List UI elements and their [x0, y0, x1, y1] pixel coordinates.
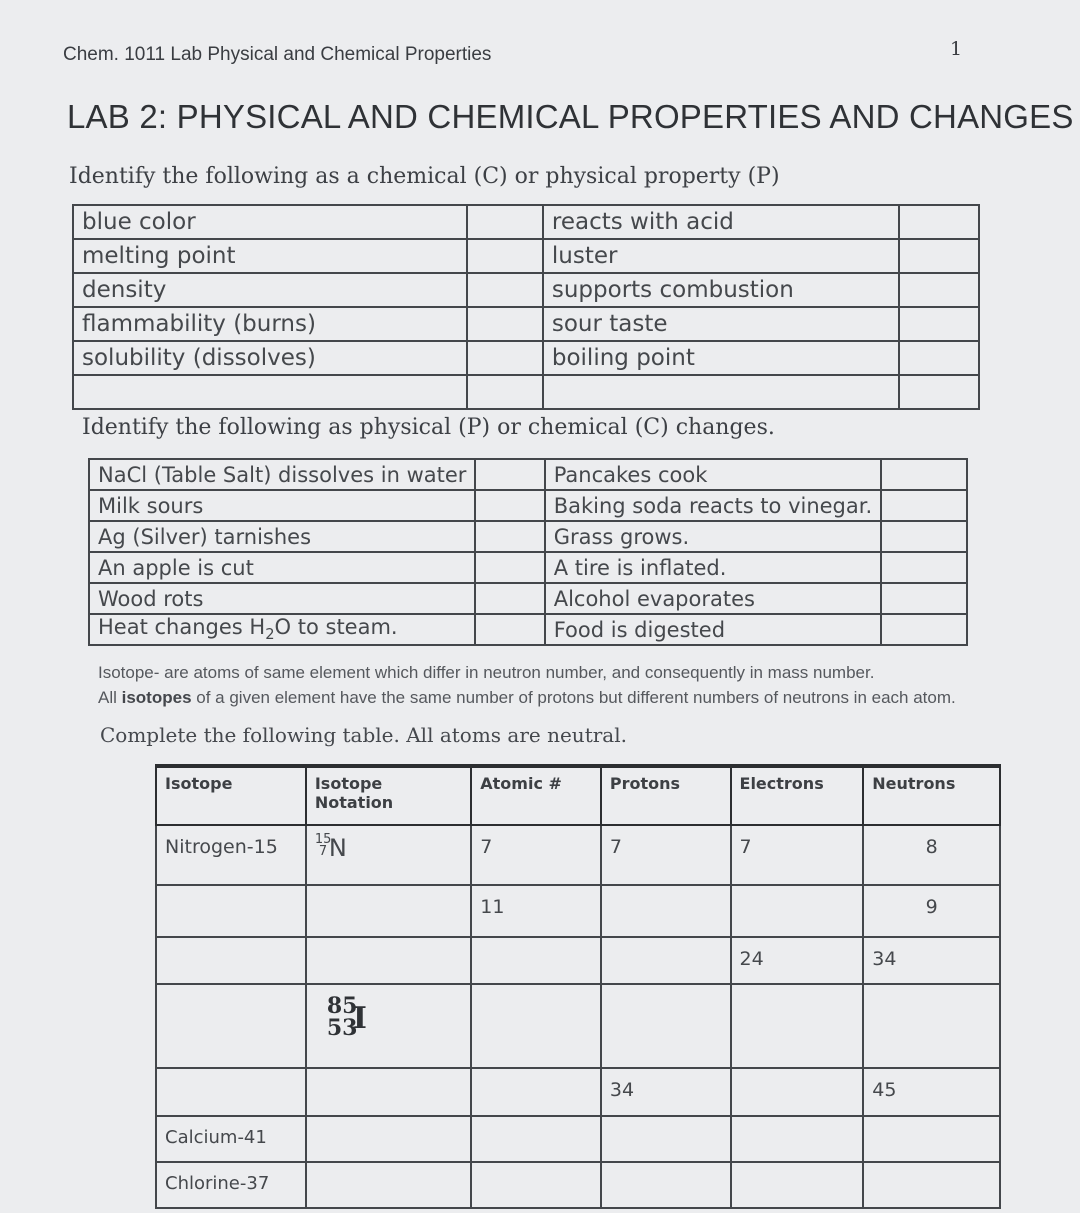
isotope-name[interactable]: Calcium-41 [156, 1116, 306, 1162]
formula-prefix: Heat changes H [98, 615, 266, 640]
table-row [89, 552, 967, 583]
change-label: An apple is cut [89, 552, 475, 583]
change-label: Wood rots [89, 583, 475, 614]
table-row [156, 937, 1000, 984]
answer-cell[interactable] [881, 583, 967, 614]
answer-cell[interactable] [899, 205, 979, 239]
atomic-number-cell[interactable] [471, 1116, 601, 1162]
atomic-number-cell[interactable] [471, 984, 601, 1068]
isotope-note-suffix: of a given element have the same number of protons but different numbers of neutrons in each atom. [191, 688, 956, 707]
isotope-name[interactable] [156, 885, 306, 937]
formula-subscript: 2 [265, 626, 275, 644]
change-label: Baking soda reacts to vinegar. [545, 490, 881, 521]
electrons-cell[interactable]: 24 [731, 937, 864, 984]
electrons-cell[interactable] [731, 1162, 864, 1208]
atomic-number-cell[interactable]: 11 [471, 885, 601, 937]
table-row [73, 273, 979, 307]
answer-cell[interactable] [475, 459, 544, 490]
nuclide-symbol [315, 995, 375, 1055]
isotope-name[interactable]: Nitrogen-15 [156, 825, 306, 885]
answer-cell[interactable] [899, 375, 979, 409]
change-label: Food is digested [545, 614, 881, 645]
property-table [72, 204, 980, 410]
answer-cell[interactable] [881, 459, 967, 490]
isotope-note-bold: isotopes [121, 688, 192, 707]
element-symbol: N [328, 834, 347, 862]
table-row [89, 459, 967, 490]
table-row [156, 984, 1000, 1068]
protons-cell[interactable] [601, 885, 731, 937]
property-label [543, 375, 899, 409]
change-label: A tire is inflated. [545, 552, 881, 583]
protons-cell[interactable]: 34 [601, 1068, 731, 1116]
answer-cell[interactable] [899, 307, 979, 341]
table-row [73, 375, 979, 409]
atomic-number-cell[interactable] [471, 1162, 601, 1208]
property-instruction: Identify the following as a chemical (C) or physical property (P) [69, 164, 780, 189]
table-row [89, 614, 967, 645]
course-header: Chem. 1011 Lab Physical and Chemical Properties [63, 44, 492, 65]
atomic-number-cell[interactable] [471, 1068, 601, 1116]
column-header: Electrons [731, 766, 864, 825]
protons-cell[interactable] [601, 984, 731, 1068]
property-label: density [73, 273, 467, 307]
table-row [73, 205, 979, 239]
answer-cell[interactable] [467, 239, 543, 273]
table-row [73, 341, 979, 375]
electrons-cell[interactable] [731, 1068, 864, 1116]
table-row [156, 885, 1000, 937]
table-row [156, 1068, 1000, 1116]
answer-cell[interactable] [467, 205, 543, 239]
electrons-cell[interactable] [731, 1116, 864, 1162]
isotope-notation[interactable] [306, 1068, 471, 1116]
protons-cell[interactable] [601, 937, 731, 984]
answer-cell[interactable] [467, 273, 543, 307]
property-label: reacts with acid [543, 205, 899, 239]
isotope-definition: Isotope- are atoms of same element which differ in neutron number, and consequently in mass number. [98, 663, 875, 682]
table-row [89, 583, 967, 614]
electrons-cell[interactable] [731, 984, 864, 1068]
table-row [73, 307, 979, 341]
answer-cell[interactable] [899, 273, 979, 307]
column-header: Neutrons [863, 766, 1000, 825]
table-header-row [156, 766, 1000, 825]
change-label: Ag (Silver) tarnishes [89, 521, 475, 552]
table-row [156, 1162, 1000, 1208]
answer-cell[interactable] [475, 583, 544, 614]
answer-cell[interactable] [475, 490, 544, 521]
atomic-number: 53 [326, 1015, 358, 1041]
table-instruction: Complete the following table. All atoms are neutral. [100, 723, 627, 747]
isotope-notation[interactable] [306, 885, 471, 937]
nuclide-symbol [314, 832, 363, 868]
property-label: luster [543, 239, 899, 273]
isotope-note-prefix: All [98, 688, 122, 707]
protons-cell[interactable] [601, 1116, 731, 1162]
answer-cell[interactable] [475, 552, 544, 583]
property-label: sour taste [543, 307, 899, 341]
table-row [73, 239, 979, 273]
answer-cell[interactable] [881, 614, 967, 645]
protons-cell[interactable] [601, 1162, 731, 1208]
change-instruction: Identify the following as physical (P) or chemical (C) changes. [82, 415, 775, 440]
answer-cell[interactable] [475, 614, 544, 645]
answer-cell[interactable] [881, 521, 967, 552]
isotope-name[interactable] [156, 984, 306, 1068]
table-row [156, 825, 1000, 885]
property-label: boiling point [543, 341, 899, 375]
element-symbol: I [352, 1001, 367, 1036]
protons-cell[interactable]: 7 [601, 825, 731, 885]
column-header: Atomic # [471, 766, 601, 825]
neutrons-cell[interactable] [863, 1116, 1000, 1162]
isotope-name[interactable]: Chlorine-37 [156, 1162, 306, 1208]
change-label [89, 614, 475, 645]
change-table [88, 458, 968, 646]
column-header: Protons [601, 766, 731, 825]
table-row [156, 1116, 1000, 1162]
formula-suffix: O to steam. [274, 615, 398, 640]
isotope-notation[interactable] [306, 1162, 471, 1208]
atomic-number-cell[interactable] [471, 937, 601, 984]
atomic-number: 7 [318, 844, 328, 859]
neutrons-cell[interactable]: 8 [863, 825, 1000, 885]
mass-number: 85 [326, 993, 358, 1019]
answer-cell[interactable] [881, 490, 967, 521]
page-number: 1 [950, 38, 963, 60]
change-label: Pancakes cook [545, 459, 881, 490]
neutrons-cell[interactable]: 45 [863, 1068, 1000, 1116]
neutrons-cell[interactable]: 34 [863, 937, 1000, 984]
electrons-cell[interactable] [731, 885, 864, 937]
property-label: flammability (burns) [73, 307, 467, 341]
change-label: Milk sours [89, 490, 475, 521]
answer-cell[interactable] [467, 307, 543, 341]
column-header: Isotope [156, 766, 306, 825]
table-row [89, 490, 967, 521]
property-label: melting point [73, 239, 467, 273]
electrons-cell[interactable]: 7 [731, 825, 864, 885]
neutrons-cell[interactable] [863, 984, 1000, 1068]
column-header: Isotope Notation [306, 766, 471, 825]
neutrons-cell[interactable]: 9 [863, 885, 1000, 937]
answer-cell[interactable] [899, 341, 979, 375]
neutrons-cell[interactable] [863, 1162, 1000, 1208]
property-label: blue color [73, 205, 467, 239]
isotope-notation[interactable] [306, 1116, 471, 1162]
property-label: supports combustion [543, 273, 899, 307]
property-label [73, 375, 467, 409]
answer-cell[interactable] [475, 521, 544, 552]
isotope-note [98, 688, 956, 708]
property-label: solubility (dissolves) [73, 341, 467, 375]
answer-cell[interactable] [467, 341, 543, 375]
isotope-table [155, 764, 1001, 1209]
isotope-name[interactable] [156, 937, 306, 984]
isotope-notation[interactable] [306, 984, 471, 1068]
isotope-name[interactable] [156, 1068, 306, 1116]
answer-cell[interactable] [467, 375, 543, 409]
answer-cell[interactable] [881, 552, 967, 583]
table-row [89, 521, 967, 552]
change-label: Alcohol evaporates [545, 583, 881, 614]
mass-number: 15 [314, 832, 332, 847]
atomic-number-cell[interactable]: 7 [471, 825, 601, 885]
answer-cell[interactable] [899, 239, 979, 273]
isotope-notation[interactable] [306, 825, 471, 885]
change-label: Grass grows. [545, 521, 881, 552]
change-label: NaCl (Table Salt) dissolves in water [89, 459, 475, 490]
isotope-notation[interactable] [306, 937, 471, 984]
page-title: LAB 2: PHYSICAL AND CHEMICAL PROPERTIES AND CHANGES [67, 98, 1074, 135]
